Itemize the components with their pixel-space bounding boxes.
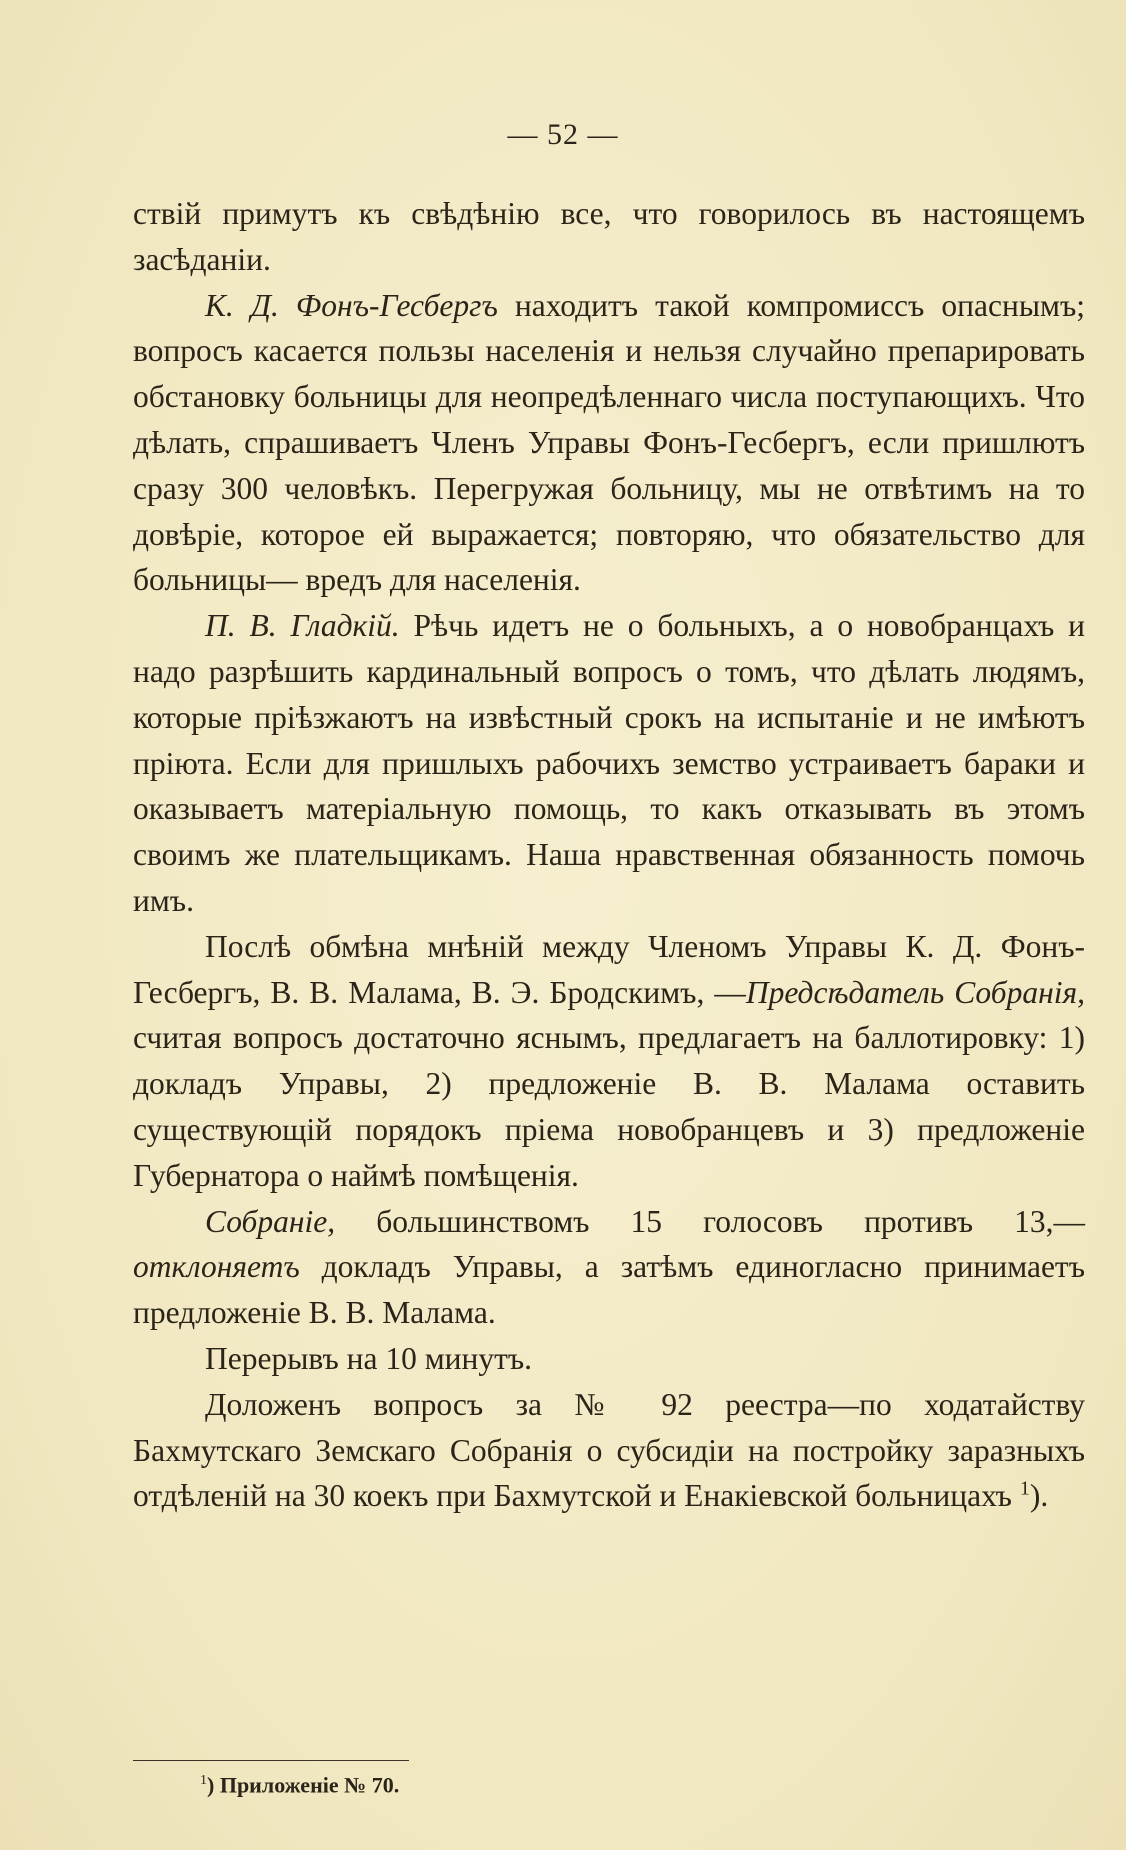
paragraph-text-after: ). [1029,1478,1049,1514]
speaker-name: Собраніе, [205,1203,336,1239]
page-number: — 52 — [507,118,619,151]
body-text [133,191,1085,1519]
paragraph-text: находитъ такой компромиссъ опаснымъ; вопросъ касается пользы населенія и нельзя случайно препарировать обстановку больницы для неопредѣленнаго числа поступающихъ. Что дѣлать, спрашиваетъ Членъ Управы Фонъ-Гесбергъ, если пришлютъ сразу 300 человѣкъ. Перегружая больницу, мы не отвѣтимъ на то довѣріе, которое ей выражается; повторяю, что обязательство для больницы— вредъ для населенія. [133,287,1085,598]
footnote [200,1766,399,1800]
decision-verb: отклоняетъ [133,1249,300,1285]
footnote-mark: 1 [200,1773,207,1788]
paragraph-gladkiy [133,603,1085,924]
paragraph-chairman [133,924,1085,1199]
paragraph-text: ствій примутъ къ свѣдѣнію все, что говорилось въ настоящемъ засѣданіи. [133,196,1085,277]
paragraph-text-mid: большинствомъ 15 голосовъ противъ 13,— [335,1203,1085,1239]
paragraph-text-before: Послѣ обмѣна мнѣній между Членомъ Управы К. Д. Фонъ-Гесбергъ, В. В. Малама, В. Э. Бродскимъ, — [133,928,1085,1010]
speaker-name: П. В. Гладкій. [205,608,400,644]
footnote-text: ) Приложеніе № 70. [207,1772,400,1798]
paragraph-gesberg [133,283,1085,604]
paragraph-text: считая вопросъ достаточно яснымъ, предлагаетъ на баллотировку: 1) докладъ Управы, 2) предложеніе В. В. Малама оставить существующій порядокъ пріема новобранцевъ и 3) предложеніе Губернатора о наймѣ помѣщенія. [133,1020,1085,1193]
footnote-divider [133,1760,409,1761]
footnote-reference: 1 [1019,1477,1030,1500]
paragraph-text: докладъ Управы, а затѣмъ единогласно принимаетъ предложеніе В. В. Малама. [133,1249,1085,1331]
paragraph-break [133,1336,1085,1382]
paragraph-text: Рѣчь идетъ не о больныхъ, а о новобранцахъ и надо разрѣшить кардинальный вопросъ о томъ, что дѣлать людямъ, которые пріѣзжаютъ на извѣстный срокъ на испытаніе и не имѣютъ пріюта. Если для пришлыхъ рабочихъ земство устраиваетъ бараки и оказываетъ матеріальную помощь, то какъ отказывать въ этомъ своимъ же плательщикамъ. Наша нравственная обязанность помочь имъ. [133,608,1085,918]
paragraph-continuation [133,191,1085,283]
speaker-name: Предсѣдатель Собранія, [745,974,1086,1010]
speaker-name: К. Д. Фонъ-Гесбергъ [205,287,498,323]
paragraph-text: Перерывъ на 10 минутъ. [205,1340,533,1376]
paragraph-assembly-vote [133,1199,1085,1336]
paragraph-text: Доложенъ вопросъ за № 92 реестра—по ходатайству Бахмутскаго Земскаго Собранія о субсидіи на постройку заразныхъ отдѣленій на 30 коекъ при Бахмутской и Енакіевской больницахъ [133,1386,1085,1514]
paragraph-item-92 [133,1382,1085,1519]
